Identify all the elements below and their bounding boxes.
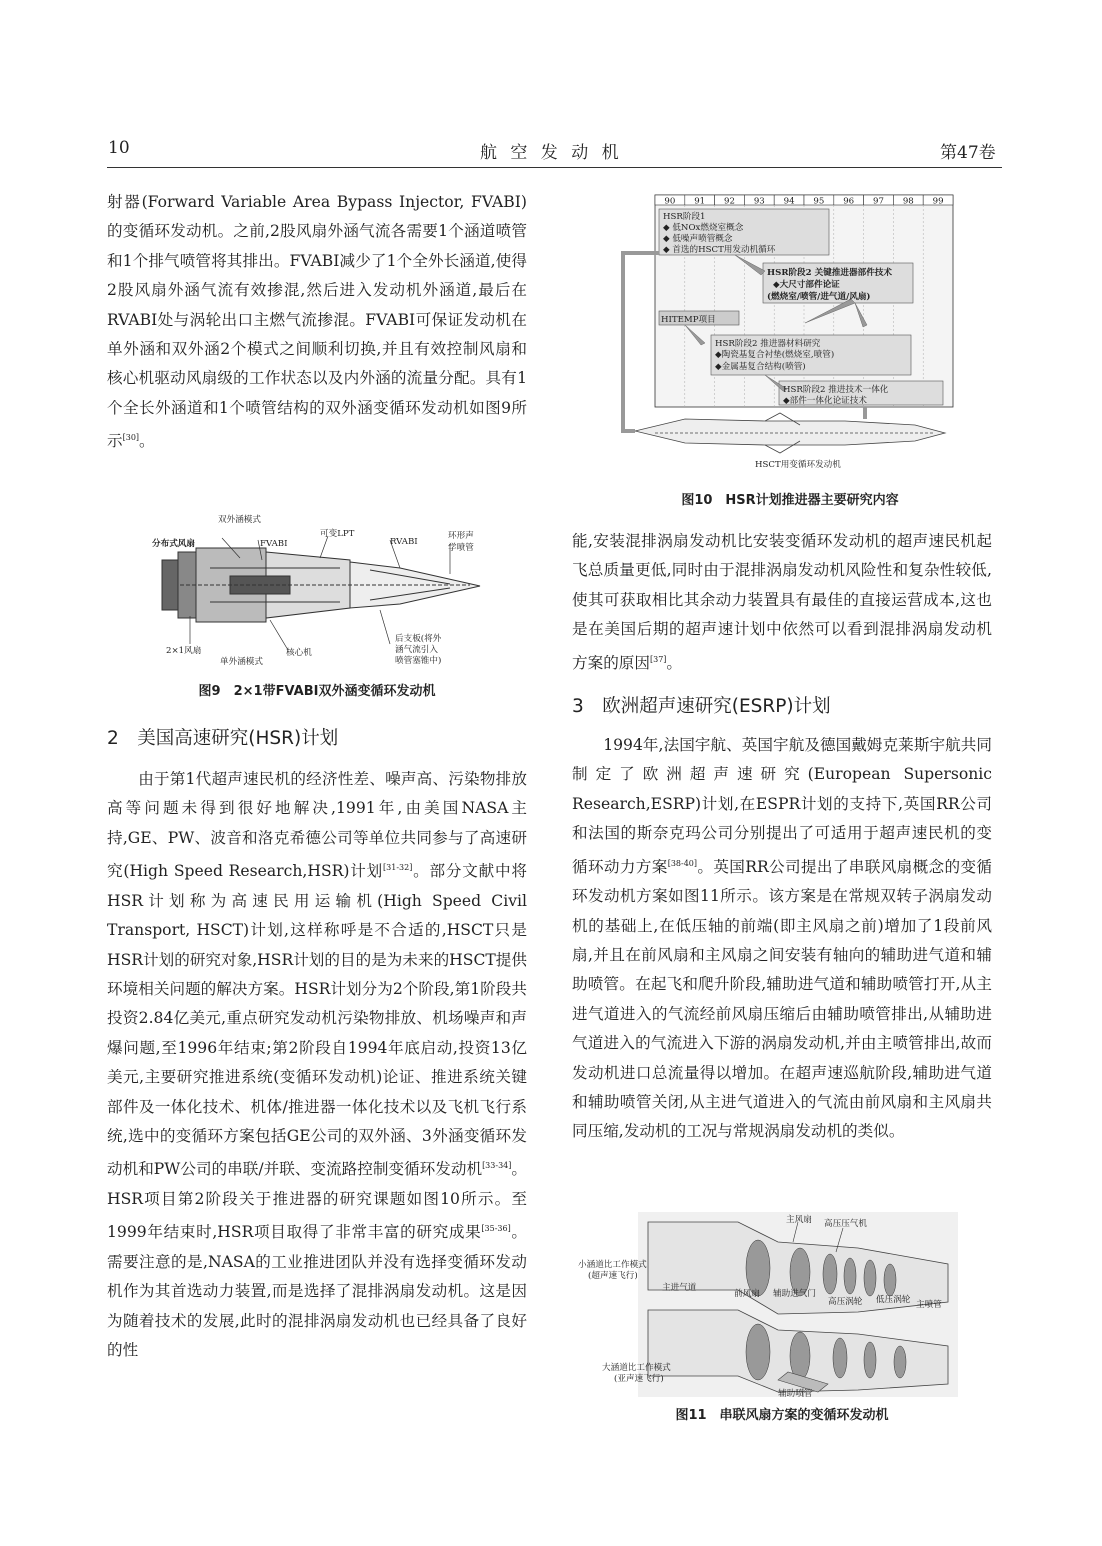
year-label: 99 [932, 196, 944, 207]
header-rule [107, 167, 1002, 168]
fig9-label-rear-2: 涵气流引入 [395, 645, 438, 655]
fig11-label-lpt: 低压涡轮 [876, 1295, 911, 1305]
fig9-label-fvabi: FVABI [260, 539, 288, 549]
fig10-b2-line-1: HSR阶段2 关键推进器部件技术 [767, 268, 892, 278]
journal-title: 航 空 发 动 机 [480, 143, 623, 163]
page-number: 10 [108, 138, 130, 158]
fig9-label-single-mode: 单外涵模式 [220, 657, 263, 667]
fig11-label-big-mode-1: 大涵道比工作模式 [602, 1363, 671, 1373]
fig9-label-fan21: 2×1风扇 [166, 646, 202, 656]
fig10-b5-line-1: HSR阶段2 推进技术一体化 [783, 385, 889, 395]
fig9-label-dual-mode: 双外涵模式 [218, 515, 261, 525]
fig9-label-dist-fan: 分布式风扇 [152, 539, 195, 549]
right-continuation-paragraph: 能,安装混排涡扇发动机比安装变循环发动机的超声速民机起飞总质量更低,同时由于混排涡扇发动机风险性和复杂性较低,使其可获取相比其余动力装置具有最佳的直接运营成本,这也是在美国后期的超声速计划中依然可以看到混排涡扇发动机方案的原因[37]。 [572, 532, 992, 672]
year-label: 95 [813, 196, 825, 207]
fig9-label-annular-1: 环形声 [448, 531, 474, 541]
fig9-label-annular-2: 学喷管 [448, 543, 474, 553]
year-label: 96 [843, 196, 855, 207]
year-label: 98 [902, 196, 914, 207]
fig10-b1-line-1: HSR阶段1 [663, 212, 706, 222]
figure-10 [615, 193, 955, 473]
year-label: 90 [664, 196, 676, 207]
year-label: 94 [783, 196, 795, 207]
citation: [37] [649, 654, 667, 664]
section-2-body: 由于第1代超声速民机的经济性差、噪声高、污染物排放高等问题未得到很好地解决,1991年,由美国NASA主持,GE、PW、波音和洛克希德公司等单位共同参与了高速研究(High Speed Research,HSR)计划[31-32]。部分文献中将HSR计划称为高速民用运输机(High Speed Civil Transport, HSCT)计划,这样称呼是不合适的,HSCT只是HSR计划的研究对象,HSR计划的目的是为未来的HSCT提供环境相关问题的解决方案。HSR计划分为2个阶段,第1阶段共投资2.84亿美元,重点研究发动机污染物排放、机场噪声和声爆问题,至1996年结束;第2阶段自1994年底启动,投资13亿美元,主要研究推进系统(变循环发动机)论证、推进系统关键部件及一体化技术、机体/推进器一体化技术以及飞机飞行系统,选中的变循环方案包括GE公司的双外涵、3外涵变循环发动机和PW公司的串联/并联、变流路控制变循环发动机[33-34]。HSR项目第2阶段关于推进器的研究课题如图10所示。至1999年结束时,HSR项目取得了非常丰富的研究成果[35-36]。需要注意的是,NASA的工业推进团队并没有选择变循环发动机作为其首选动力装置,而是选择了混排涡扇发动机。这是因为随着技术的发展,此时的混排涡扇发动机也已经具备了良好的性 [107, 770, 527, 1360]
fig10-b1-line-4: ◆ 首选的HSCT用发动机循环 [663, 245, 776, 255]
year-label: 93 [753, 196, 765, 207]
volume-label: 第47卷 [940, 143, 996, 163]
figure-9-caption: 图9 2×1带FVABI双外涵变循环发动机 [198, 684, 436, 699]
fig10-b4-line-1: HSR阶段2 推进器材料研究 [715, 339, 821, 349]
fig10-b1-line-3: ◆ 低噪声喷管概念 [663, 234, 733, 244]
fig11-label-big-mode-2: (亚声速飞行) [614, 1374, 664, 1384]
section-3-heading: 3 欧洲超声速研究(ESRP)计划 [572, 696, 831, 717]
figure-9 [150, 508, 495, 668]
fig10-engine-label: HSCT用变循环发动机 [755, 460, 841, 470]
citation: [30] [122, 433, 140, 443]
fig10-b1-line-2: ◆ 低NOx燃烧室概念 [663, 223, 744, 233]
citation: [31-32] [383, 863, 413, 873]
fig11-label-main-fan: 主风扇 [786, 1215, 812, 1225]
fig11-label-hpc: 高压压气机 [824, 1219, 867, 1229]
year-label: 92 [724, 196, 735, 207]
figure-11 [578, 1212, 958, 1397]
fig10-b4-line-2: ◆陶瓷基复合衬垫(燃烧室,喷管) [715, 350, 835, 360]
figure-10-caption: 图10 HSR计划推进器主要研究内容 [681, 493, 899, 508]
fig11-label-main-inlet: 主进气道 [662, 1283, 697, 1293]
year-label: 97 [873, 196, 884, 207]
left-intro-paragraph: 射器(Forward Variable Area Bypass Injector, FVABI)的变循环发动机。之前,2股风扇外涵气流各需要1个涵道喷管和1个排气喷管将其排出。FVABI减少了1个全外长涵道,使得2股风扇外涵气流有效掺混,然后进入发动机外涵道,最后在RVABI处与涡轮出口主燃气流掺混。FVABI可保证发动机在单外涵和双外涵2个模式之间顺利切换,并且有效控制风扇和核心机驱动风扇级的工作状态以及内外涵的流量分配。具有1个全长外涵道和1个喷管结构的双外涵变循环发动机如图9所示[30]。 [107, 193, 527, 451]
year-axis [655, 195, 953, 207]
fig9-label-rear-1: 后支板(将外 [395, 634, 442, 644]
section-3-body: 1994年,法国宇航、英国宇航及德国戴姆克莱斯宇航共同制定了欧洲超声速研究(European Supersonic Research,ESRP)计划,在ESPR计划的支持下,英国RR公司和法国的斯奈克玛公司分别提出了可适用于超声速民机的变循环动力方案[38-40]。英国RR公司提出了串联风扇概念的变循环发动机方案如图11所示。该方案是在常规双转子涡扇发动机的基础上,在低压轴的前端(即主风扇之前)增加了1段前风扇,并且在前风扇和主风扇之间安装有轴向的辅助进气道和辅助喷管。在起飞和爬升阶段,辅助进气道和辅助喷管打开,从主进气道进入的气流经前风扇压缩后由辅助喷管排出,从辅助进气道进入的气流进入下游的涡扇发动机,并由主喷管排出,故而发动机进口总流量得以增加。在超声速巡航阶段,辅助进气道和辅助喷管关闭,从主进气道进入的气流由前风扇和主风扇共同压缩,发动机的工况与常规涡扇发动机的类似。 [572, 736, 992, 1141]
fig10-b2-line-3: (燃烧室/喷管/进气道/风扇) [767, 292, 871, 302]
fig10-b3-line-1: HITEMP项目 [661, 315, 716, 325]
citation: [33-34] [482, 1161, 512, 1171]
citation: [38-40] [667, 858, 698, 868]
figure-11-caption: 图11 串联风扇方案的变循环发动机 [675, 1408, 889, 1423]
fig10-b4-line-3: ◆金属基复合结构(喷管) [715, 362, 806, 372]
section-2-heading: 2 美国高速研究(HSR)计划 [107, 728, 339, 749]
fig9-label-rvabi: RVABI [390, 537, 418, 547]
fig11-label-small-mode-1: 小涵道比工作模式 [578, 1260, 647, 1270]
year-label: 91 [694, 196, 706, 207]
fig10-b2-line-2: ◆大尺寸部件论证 [773, 280, 840, 290]
fig11-label-aux-nozzle: 辅助喷管 [778, 1389, 813, 1397]
fig11-label-front-fan: 前风扇 [734, 1289, 760, 1299]
fig11-label-small-mode-2: (超声速飞行) [588, 1271, 638, 1281]
fig11-label-hpt: 高压涡轮 [828, 1297, 863, 1307]
fig10-b5-line-2: ◆部件一体化论证技术 [783, 396, 867, 406]
fig9-label-rear-3: 喷管塞锥中) [395, 656, 442, 666]
fig11-label-aux-door: 辅助进气门 [773, 1289, 816, 1299]
fig9-label-vlpt: 可变LPT [320, 529, 355, 539]
fig11-label-nozzle: 主喷管 [916, 1300, 942, 1310]
fig9-label-core: 核心机 [286, 648, 312, 658]
citation: [35-36] [481, 1224, 511, 1234]
